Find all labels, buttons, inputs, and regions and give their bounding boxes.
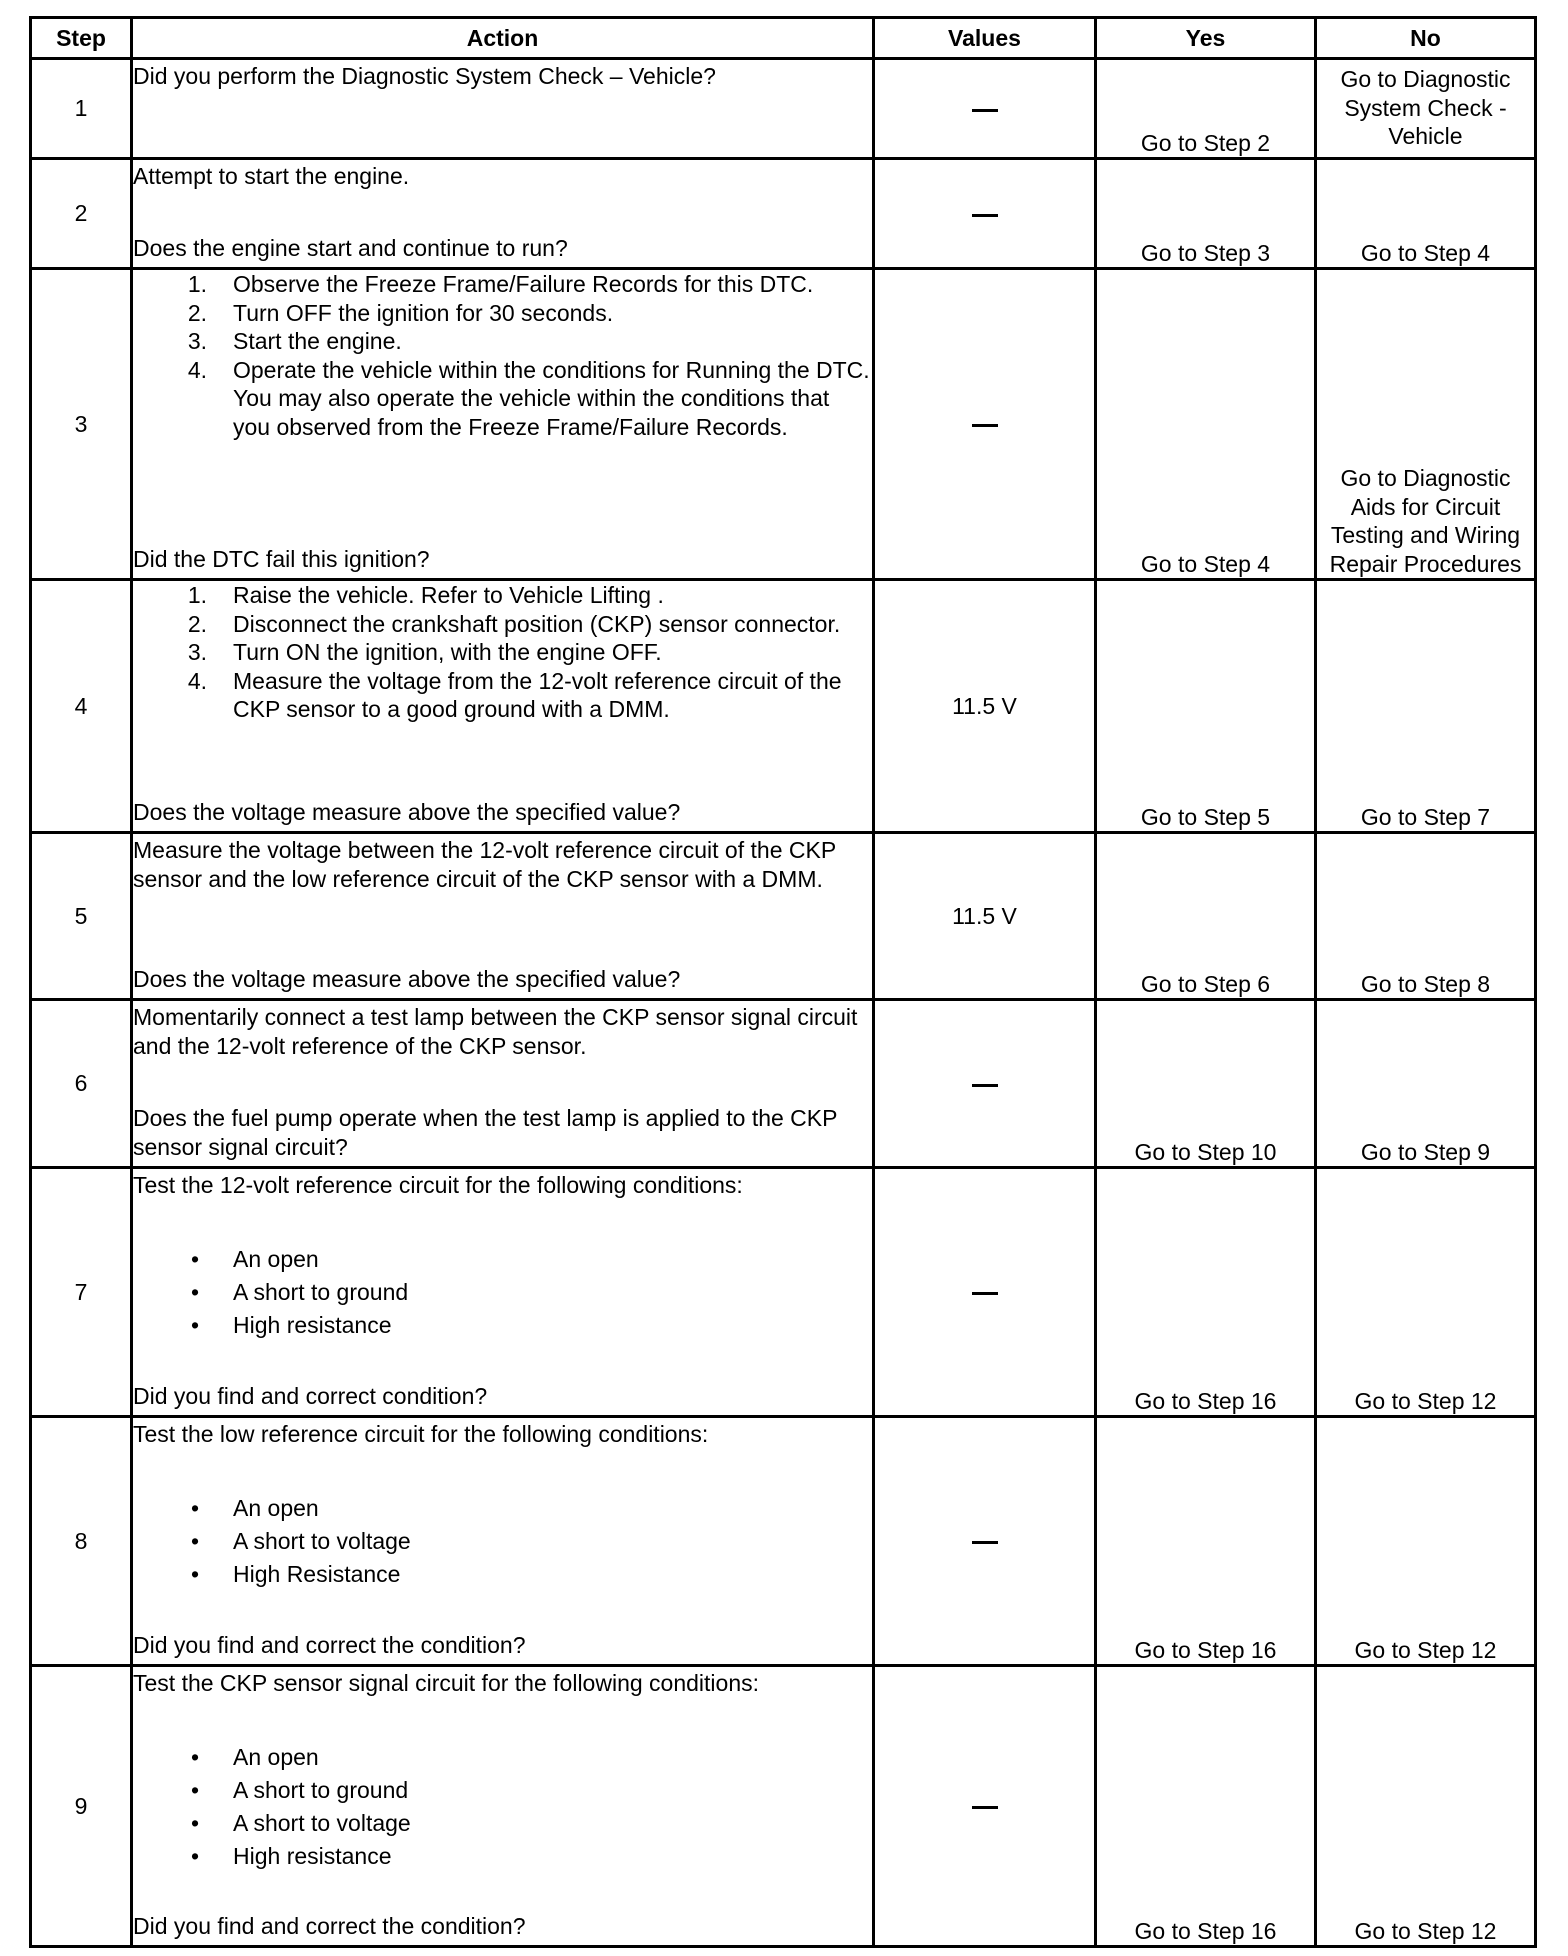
no-action: Go to Diagnostic System Check - Vehicle: [1316, 59, 1536, 159]
list-item: • A short to ground: [190, 1776, 409, 1803]
action-text: Test the 12-volt reference circuit for the following conditions:: [133, 1172, 743, 1198]
action-cell: [132, 1417, 874, 1666]
empty-value-dash: [972, 424, 998, 427]
diagnostic-table: [29, 16, 1537, 1948]
step-number: 2: [31, 159, 132, 269]
value-cell: [874, 1168, 1096, 1417]
value-cell: [874, 59, 1096, 159]
empty-value-dash: [972, 1806, 998, 1809]
no-action: Go to Step 8: [1316, 833, 1536, 1000]
list-item: • High resistance: [190, 1842, 392, 1869]
action-question: Does the fuel pump operate when the test lamp is applied to the CKP sensor signal circuit?: [133, 1105, 838, 1160]
list-item: • A short to voltage: [190, 1527, 411, 1554]
step-number: 5: [31, 833, 132, 1000]
list-item: 3. Start the engine.: [187, 328, 402, 354]
yes-action: Go to Step 4: [1096, 269, 1316, 580]
list-item: • An open: [190, 1743, 319, 1770]
list-item: • An open: [190, 1245, 319, 1272]
action-question: Did you find and correct the condition?: [133, 1631, 526, 1658]
list-item: 4. Measure the voltage from the 12-volt reference circuit of the CKP sensor to a good ground with a DMM.: [187, 667, 842, 722]
list-item: • High resistance: [190, 1311, 392, 1338]
table-row: [31, 1666, 1536, 1947]
table-row: [31, 1168, 1536, 1417]
list-item: 2. Turn OFF the ignition for 30 seconds.: [187, 299, 614, 326]
action-text: Measure the voltage between the 12-volt reference circuit of the CKP sensor and the low reference circuit of the CKP sensor with a DMM.: [133, 837, 836, 892]
condition-list: [133, 1492, 872, 1591]
action-cell: [132, 159, 874, 269]
list-item: • A short to ground: [190, 1278, 409, 1305]
step-number: 9: [31, 1666, 132, 1947]
step-number: 1: [31, 59, 132, 159]
list-item: • High Resistance: [190, 1560, 401, 1587]
action-cell: [132, 1666, 874, 1947]
empty-value-dash: [972, 1292, 998, 1295]
no-action: Go to Step 7: [1316, 580, 1536, 833]
header-action: Action: [132, 18, 874, 59]
list-item: 1. Observe the Freeze Frame/Failure Records for this DTC.: [187, 271, 814, 297]
table-row: [31, 833, 1536, 1000]
action-question: Did you find and correct the condition?: [133, 1912, 526, 1939]
table-row: [31, 269, 1536, 580]
list-item: 2. Disconnect the crankshaft position (CKP) sensor connector.: [187, 610, 841, 637]
no-action: Go to Step 4: [1316, 159, 1536, 269]
value-cell: [874, 269, 1096, 580]
header-row: [31, 18, 1536, 59]
action-question: Does the engine start and continue to run?: [133, 234, 568, 261]
table-row: [31, 580, 1536, 833]
yes-action: Go to Step 2: [1096, 59, 1316, 159]
header-values: Values: [874, 18, 1096, 59]
header-yes: Yes: [1096, 18, 1316, 59]
action-cell: [132, 59, 874, 159]
empty-value-dash: [972, 214, 998, 217]
table-row: [31, 159, 1536, 269]
condition-list: [133, 1243, 872, 1342]
empty-value-dash: [972, 109, 998, 112]
yes-action: Go to Step 10: [1096, 1000, 1316, 1168]
value-cell: [874, 159, 1096, 269]
action-text: Momentarily connect a test lamp between the CKP sensor signal circuit and the 12-volt reference of the CKP sensor.: [133, 1004, 858, 1059]
list-item: 3. Turn ON the ignition, with the engine OFF.: [187, 639, 662, 665]
action-text: Attempt to start the engine.: [133, 163, 410, 189]
value-cell: [874, 1000, 1096, 1168]
no-action: Go to Step 12: [1316, 1417, 1536, 1666]
step-number: 4: [31, 580, 132, 833]
action-cell: [132, 833, 874, 1000]
action-text: Did you perform the Diagnostic System Check – Vehicle?: [133, 63, 716, 89]
empty-value-dash: [972, 1541, 998, 1544]
action-question: Does the voltage measure above the specified value?: [133, 798, 681, 825]
value-cell: 11.5 V: [874, 833, 1096, 1000]
action-cell: [132, 269, 874, 580]
value-cell: [874, 1666, 1096, 1947]
numbered-steps: [133, 270, 872, 441]
list-item: • A short to voltage: [190, 1809, 411, 1836]
action-question: Did the DTC fail this ignition?: [133, 545, 430, 572]
yes-action: Go to Step 6: [1096, 833, 1316, 1000]
table-row: [31, 59, 1536, 159]
action-question: Did you find and correct condition?: [133, 1382, 488, 1409]
action-cell: [132, 1000, 874, 1168]
no-action: Go to Step 12: [1316, 1168, 1536, 1417]
action-cell: [132, 1168, 874, 1417]
step-number: 8: [31, 1417, 132, 1666]
list-item: 1. Raise the vehicle. Refer to Vehicle Lifting .: [187, 582, 664, 608]
yes-action: Go to Step 3: [1096, 159, 1316, 269]
action-text: Test the low reference circuit for the following conditions:: [133, 1421, 709, 1447]
action-question: Does the voltage measure above the specified value?: [133, 965, 681, 992]
list-item: • An open: [190, 1494, 319, 1521]
list-item: 4. Operate the vehicle within the conditions for Running the DTC. You may also operate the vehicle within the conditions that you observed from the Freeze Frame/Failure Records.: [187, 356, 870, 440]
empty-value-dash: [972, 1084, 998, 1087]
yes-action: Go to Step 16: [1096, 1417, 1316, 1666]
numbered-steps: [133, 581, 872, 724]
no-action: Go to Step 9: [1316, 1000, 1536, 1168]
action-cell: [132, 580, 874, 833]
no-action: Go to Diagnostic Aids for Circuit Testing and Wiring Repair Procedures: [1316, 269, 1536, 580]
yes-action: Go to Step 5: [1096, 580, 1316, 833]
step-number: 6: [31, 1000, 132, 1168]
yes-action: Go to Step 16: [1096, 1666, 1316, 1947]
table-row: [31, 1000, 1536, 1168]
header-step: Step: [31, 18, 132, 59]
step-number: 3: [31, 269, 132, 580]
value-cell: [874, 1417, 1096, 1666]
value-cell: 11.5 V: [874, 580, 1096, 833]
step-number: 7: [31, 1168, 132, 1417]
header-no: No: [1316, 18, 1536, 59]
no-action: Go to Step 12: [1316, 1666, 1536, 1947]
condition-list: [133, 1741, 872, 1873]
table-row: [31, 1417, 1536, 1666]
yes-action: Go to Step 16: [1096, 1168, 1316, 1417]
action-text: Test the CKP sensor signal circuit for the following conditions:: [133, 1670, 759, 1696]
